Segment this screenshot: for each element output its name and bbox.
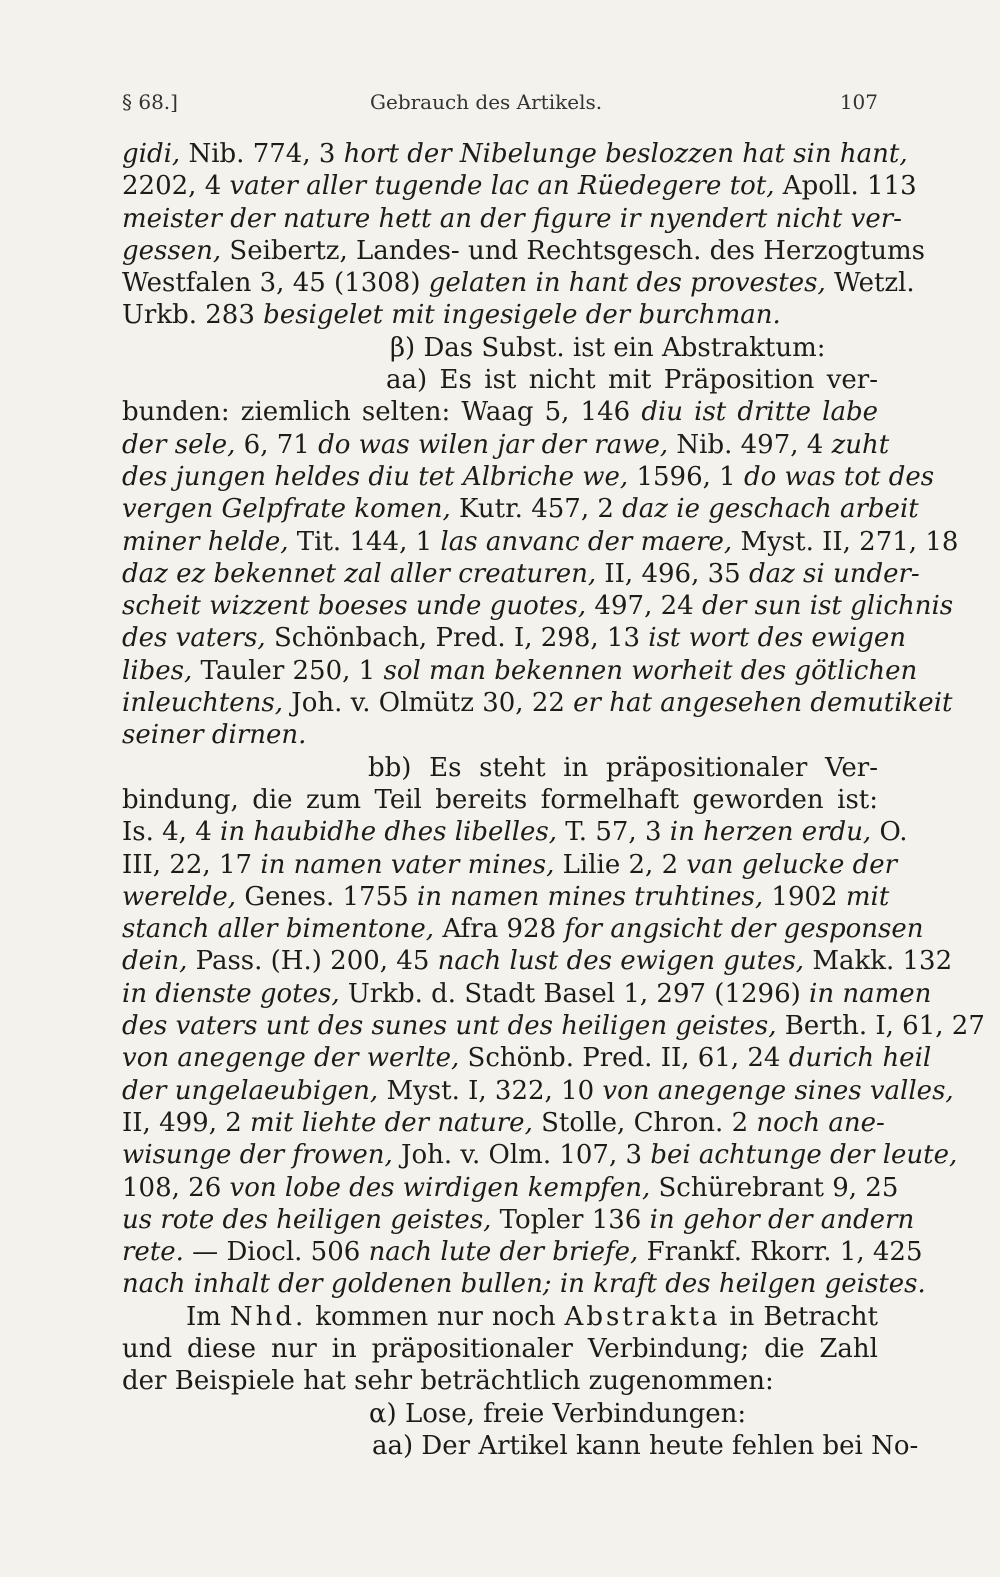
text-line: [122, 493, 919, 525]
italic-text: nach lust des ewigen gutes,: [437, 946, 805, 977]
text-line: [122, 203, 902, 235]
roman-text: bunden: ziemlich selten: Waag 5, 146: [122, 397, 642, 428]
italic-text: zuht: [831, 429, 890, 460]
roman-text: in Betracht: [720, 1301, 878, 1332]
italic-text: des vaters,: [122, 623, 266, 654]
text-line: [122, 849, 898, 881]
roman-text: Schürebrant 9, 25: [650, 1172, 899, 1203]
italic-text: daz ie geschach arbeit: [622, 494, 919, 525]
italic-text: daz ez bekennet zal aller creaturen,: [122, 558, 597, 589]
roman-text: Kutr. 457, 2: [450, 494, 623, 525]
italic-text: stanch aller bimentone,: [122, 914, 435, 945]
text-line: [122, 1301, 878, 1333]
text-line: [122, 299, 878, 331]
italic-text: der sele,: [122, 429, 236, 460]
text-line: [122, 1204, 915, 1236]
italic-text: scheit wizzent boeses unde guotes,: [122, 591, 587, 622]
text-line: [122, 1107, 885, 1139]
text-line: [122, 687, 953, 719]
roman-text: 108, 26: [122, 1172, 230, 1203]
roman-text: O.: [871, 817, 908, 848]
text-line: [122, 913, 924, 945]
roman-text: Nib. 774, 3: [180, 139, 344, 169]
page-number: 107: [839, 90, 878, 114]
text-line: [122, 138, 908, 170]
text-line: [122, 978, 932, 1010]
roman-text: Apoll. 113: [774, 171, 917, 202]
roman-text: Joh. v. Olmütz 30, 22: [283, 688, 574, 719]
roman-text: aa) Es ist nicht mit Präposition ver-: [386, 365, 878, 396]
italic-text: gessen,: [122, 235, 222, 266]
text-line: [122, 1075, 954, 1107]
roman-text: [552, 1269, 560, 1299]
text-line: [122, 1365, 878, 1397]
italic-text: las anvanc der maere,: [440, 526, 733, 557]
roman-text: Stolle, Chron. 2: [532, 1107, 757, 1138]
text-line: [122, 1268, 926, 1300]
italic-text: von anegenge der werlte,: [122, 1043, 460, 1074]
italic-text: in haubidhe dhes libelles,: [220, 817, 558, 848]
roman-text: Urkb. 283: [122, 300, 264, 331]
roman-text: Berth. I, 61, 27: [776, 1011, 985, 1042]
italic-text: noch ane-: [756, 1107, 885, 1138]
italic-text: durich heil: [788, 1043, 932, 1074]
italic-text: nach lute der briefe,: [368, 1237, 639, 1268]
italic-text: vergen Gelpfrate komen,: [122, 494, 451, 525]
italic-text: ist wort des ewigen: [648, 623, 907, 654]
text-line: [122, 1139, 958, 1171]
roman-text: Pass. (H.) 200, 45: [187, 946, 438, 977]
roman-text: Tauler 250, 1: [192, 655, 384, 686]
italic-text: diu ist dritte labe: [641, 397, 878, 428]
roman-text: Afra 928: [434, 914, 565, 945]
roman-text: Im: [186, 1301, 230, 1332]
roman-text: Schönb. Pred. II, 61, 24: [459, 1043, 789, 1074]
text-line: [122, 945, 953, 977]
roman-text: II, 496, 35: [596, 558, 749, 589]
roman-text: Genes. 1755: [236, 881, 417, 912]
text-line: [122, 1236, 923, 1268]
text-line: [122, 170, 917, 202]
italic-text: do was tot des: [743, 461, 935, 492]
italic-text: der sun ist glichnis: [701, 591, 954, 622]
text-line: [122, 622, 907, 654]
roman-text: Topler 136: [491, 1204, 650, 1235]
italic-text: do was wilen jar der rawe,: [318, 429, 669, 460]
italic-text: in dienste gotes,: [122, 978, 340, 1009]
running-title: Gebrauch des Artikels.: [370, 90, 603, 114]
text-line: [122, 364, 878, 396]
italic-text: bei achtunge der leute,: [650, 1140, 958, 1171]
italic-text: in herzen erdu,: [669, 817, 872, 848]
roman-text: 1596, 1: [628, 461, 744, 492]
italic-text: in namen: [809, 978, 932, 1009]
roman-text: Myst. II, 271, 18: [732, 526, 959, 557]
italic-text: in gehor der andern: [649, 1204, 915, 1235]
italic-text: werelde,: [122, 881, 237, 912]
roman-text: Is. 4, 4: [122, 817, 221, 848]
roman-text: Westfalen 3, 45 (1308): [122, 268, 429, 299]
roman-text: Frankf. Rkorr. 1, 425: [638, 1237, 923, 1268]
italic-text: mit liehte der nature,: [250, 1107, 533, 1138]
book-page: [122, 90, 985, 1462]
text-line: [122, 558, 920, 590]
roman-text: III, 22, 17: [122, 849, 261, 880]
italic-text: gidi,: [122, 139, 181, 169]
running-head: [122, 90, 878, 120]
text-line: [122, 235, 925, 267]
roman-text: kommen nur noch: [306, 1301, 565, 1332]
roman-text: Schönbach, Pred. I, 298, 13: [265, 623, 649, 654]
text-line: [122, 267, 915, 299]
italic-text: inleuchtens,: [122, 688, 284, 719]
text-line: [122, 526, 959, 558]
text-line: [122, 719, 878, 751]
italic-text: mit: [845, 881, 890, 912]
text-line: [122, 655, 918, 687]
italic-text: des vaters unt des sunes unt des heiligen geistes,: [122, 1011, 777, 1042]
text-line: [122, 1333, 878, 1365]
text-line: [122, 1398, 878, 1430]
text-line: [122, 332, 878, 364]
roman-text: Urkb. d. Stadt Basel 1, 297 (1296): [339, 978, 810, 1009]
italic-text: in namen vater mines,: [260, 849, 555, 880]
text-line: [122, 881, 890, 913]
roman-text: — Diocl. 506: [183, 1237, 369, 1268]
italic-text: gelaten in hant des provestes,: [428, 268, 826, 299]
text-line: [122, 784, 878, 816]
body-text: [122, 138, 985, 1462]
italic-text: libes,: [122, 655, 193, 686]
roman-text: T. 57, 3: [557, 817, 670, 848]
italic-text: dein,: [122, 946, 188, 977]
italic-text: nach inhalt der goldenen bullen;: [122, 1269, 552, 1300]
roman-text: 2202, 4: [122, 171, 230, 202]
roman-text: der Beispiele hat sehr beträchtlich zugenommen:: [122, 1366, 774, 1397]
italic-text: meister der nature hett an der figure ir nyendert nicht ver-: [122, 203, 902, 234]
text-line: [122, 429, 890, 461]
italic-text: von anegenge sines valles,: [602, 1075, 954, 1106]
italic-text: rete.: [122, 1237, 184, 1268]
italic-text: in namen mines truhtines,: [416, 881, 764, 912]
roman-text: 1902: [763, 881, 846, 912]
roman-text: α) Lose, freie Verbindungen:: [369, 1398, 747, 1429]
text-line: [122, 590, 954, 622]
roman-text: 497, 24: [586, 591, 702, 622]
roman-text: Joh. v. Olm. 107, 3: [392, 1140, 651, 1171]
italic-text: us rote des heiligen geistes,: [122, 1204, 492, 1235]
italic-text: wisunge der frowen,: [122, 1140, 393, 1171]
text-line: [122, 1042, 932, 1074]
roman-text: II, 499, 2: [122, 1107, 251, 1138]
italic-text: daz si under-: [748, 558, 920, 589]
italic-text: von lobe des wirdigen kempfen,: [229, 1172, 651, 1203]
italic-text: in kraft des heilgen geistes.: [559, 1269, 926, 1300]
text-line: [122, 752, 878, 784]
roman-text: β) Das Subst. ist ein Abstraktum:: [390, 332, 826, 363]
italic-text: er hat angesehen demutikeit: [573, 688, 953, 719]
text-line: [122, 461, 935, 493]
text-line: [122, 1430, 919, 1462]
roman-text: Wetzl.: [825, 268, 915, 299]
italic-text: van gelucke der: [686, 849, 898, 880]
text-line: [122, 396, 878, 428]
italic-text: des jungen heldes diu tet Albriche we,: [122, 461, 629, 492]
roman-text: aa) Der Artikel kann heute fehlen bei No-: [372, 1430, 919, 1461]
text-line: [122, 816, 908, 848]
italic-text: miner helde,: [122, 526, 289, 557]
roman-text: Lilie 2, 2: [554, 849, 687, 880]
italic-text: hort der Nibelunge beslozzen hat sin hant,: [343, 139, 908, 169]
roman-text: Nib. 497, 4: [668, 429, 832, 460]
spaced-text: Abstrakta: [564, 1301, 721, 1332]
italic-text: vater aller tugende lac an Rüedegere tot,: [229, 171, 775, 202]
roman-text: und diese nur in präpositionaler Verbindung; die Zahl: [122, 1333, 878, 1364]
text-line: [122, 1010, 985, 1042]
roman-text: bindung, die zum Teil bereits formelhaft geworden ist:: [122, 784, 878, 815]
italic-text: der ungelaeubigen,: [122, 1075, 379, 1106]
roman-text: bb) Es steht in präpositionaler Ver-: [368, 752, 878, 783]
roman-text: Makk. 132: [804, 946, 953, 977]
italic-text: besigelet mit ingesigele der burchman.: [263, 300, 781, 331]
roman-text: Tit. 144, 1: [288, 526, 441, 557]
roman-text: Seibertz, Landes- und Rechtsgesch. des Herzogtums: [221, 235, 925, 266]
roman-text: Myst. I, 322, 10: [378, 1075, 603, 1106]
roman-text: 6, 71: [235, 429, 319, 460]
italic-text: seiner dirnen.: [122, 720, 307, 751]
text-line: [122, 1172, 899, 1204]
italic-text: sol man bekennen worheit des götlichen: [383, 655, 918, 686]
italic-text: for angsicht der gesponsen: [564, 914, 924, 945]
spaced-text: Nhd.: [229, 1301, 307, 1332]
section-number: § 68.]: [122, 90, 178, 114]
